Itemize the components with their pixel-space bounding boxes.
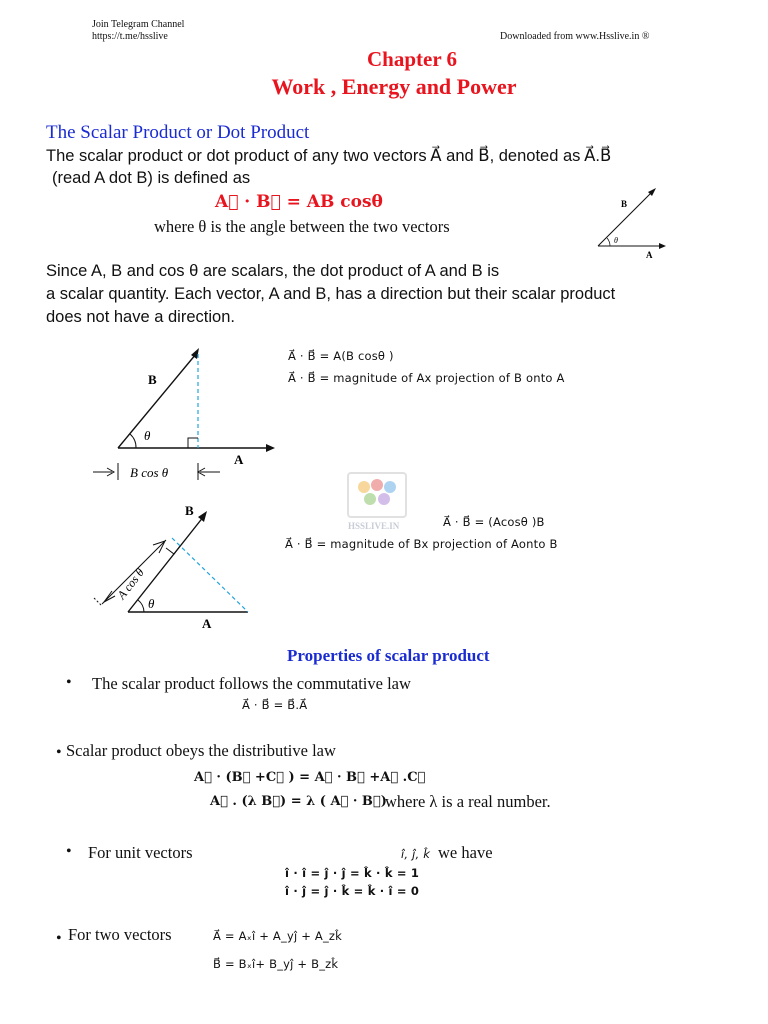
watermark-icon	[342, 467, 412, 537]
paragraph-line: (read A dot B) is defined as	[52, 169, 251, 187]
vector-b-line	[118, 354, 196, 448]
equation: A⃗ · B⃗ = A(B cosθ )	[288, 349, 394, 363]
vector-b-line	[128, 516, 204, 612]
bullet-icon: •	[66, 843, 72, 860]
arrow-head-icon	[659, 243, 666, 249]
label-b: B	[185, 503, 194, 518]
label-a: A	[202, 616, 212, 631]
property-formula: B⃗ = Bₓı̂+ B_yȷ̂ + B_zk̂	[213, 957, 339, 971]
property-note: where λ is a real number.	[385, 792, 551, 811]
paragraph-line: Since A, B and cos θ are scalars, the dot product of A and B is	[46, 262, 500, 280]
definition-formula: A⃗ · B⃗ = AB cosθ	[215, 192, 383, 212]
label-a: A	[234, 452, 244, 467]
equation: A⃗ · B⃗ = (Acosθ )B	[443, 515, 545, 529]
label-b: B	[148, 372, 157, 387]
angle-note: where θ is the angle between the two vectors	[154, 217, 450, 236]
label-bcos: B cos θ	[130, 465, 169, 480]
telegram-label: Join Telegram Channel	[92, 19, 185, 30]
watermark-text: HSSLIVE.IN	[348, 521, 400, 531]
label-acos: A cos θ	[114, 565, 147, 602]
right-angle-mark	[188, 438, 198, 448]
paragraph-line: a scalar quantity. Each vector, A and B, has a direction but their scalar product	[46, 285, 616, 303]
angle-diagram	[590, 183, 670, 263]
paragraph-line: The scalar product or dot product of any two vectors A⃗ and B⃗, denoted as A⃗.B⃗	[46, 147, 612, 165]
property-text: Scalar product obeys the distributive law	[66, 741, 336, 760]
property-formula: A⃗ · B⃗ = B⃗.A⃗	[242, 698, 308, 712]
telegram-link[interactable]: https://t.me/hsslive	[92, 31, 168, 42]
equation: A⃗ · B⃗ = magnitude of Ax projection of B onto A	[288, 371, 565, 385]
chapter-title: Work , Energy and Power	[271, 74, 517, 99]
paragraph-line: does not have a direction.	[46, 308, 235, 326]
dimension-tick	[94, 598, 102, 606]
properties-heading: Properties of scalar product	[287, 646, 490, 665]
property-text: The scalar product follows the commutative law	[92, 674, 411, 693]
projection-a-onto-b-diagram	[88, 500, 293, 635]
bullet-icon: •	[56, 930, 62, 947]
projection-b-onto-a-diagram	[88, 340, 278, 485]
download-source: Downloaded from www.Hsslive.in ®	[500, 31, 650, 42]
label-a: A	[646, 250, 653, 260]
equation: A⃗ · B⃗ = magnitude of Bx projection of Aonto B	[285, 537, 558, 551]
bullet-icon: •	[66, 674, 72, 691]
bullet-icon: •	[56, 744, 62, 761]
property-text: For two vectors	[68, 925, 172, 944]
label-theta: θ	[614, 236, 618, 245]
property-text: we have	[438, 843, 493, 862]
section-heading: The Scalar Product or Dot Product	[46, 122, 310, 143]
property-formula: ı̂ · ȷ̂ = ȷ̂ · k̂ = k̂ · ı̂ = 0	[285, 884, 420, 898]
arrow-head-icon	[198, 511, 207, 522]
angle-arc	[130, 434, 136, 448]
property-formula: ı̂ · ı̂ = ȷ̂ · ȷ̂ = k̂ · k̂ = 1	[285, 866, 420, 880]
arrow-head-icon	[266, 444, 275, 452]
chapter-number: Chapter 6	[366, 47, 458, 71]
projection-line	[172, 538, 248, 612]
angle-arc	[138, 600, 144, 612]
property-formula: A⃗ . (λ B⃗) = λ ( A⃗ · B⃗)	[210, 794, 387, 809]
angle-arc	[607, 238, 610, 246]
property-formula: A⃗ · (B⃗ +C⃗ ) = A⃗ · B⃗ +A⃗ .C⃗	[194, 770, 426, 785]
unit-vectors: ı̂, ȷ̂, k̂	[401, 847, 431, 861]
label-theta: θ	[144, 428, 151, 443]
property-formula: A⃗ = Aₓı̂ + A_yȷ̂ + A_zk̂	[213, 929, 343, 943]
watermark-logo	[342, 467, 412, 537]
property-text: For unit vectors	[88, 843, 193, 862]
label-theta: θ	[148, 596, 155, 611]
label-b: B	[621, 199, 628, 209]
